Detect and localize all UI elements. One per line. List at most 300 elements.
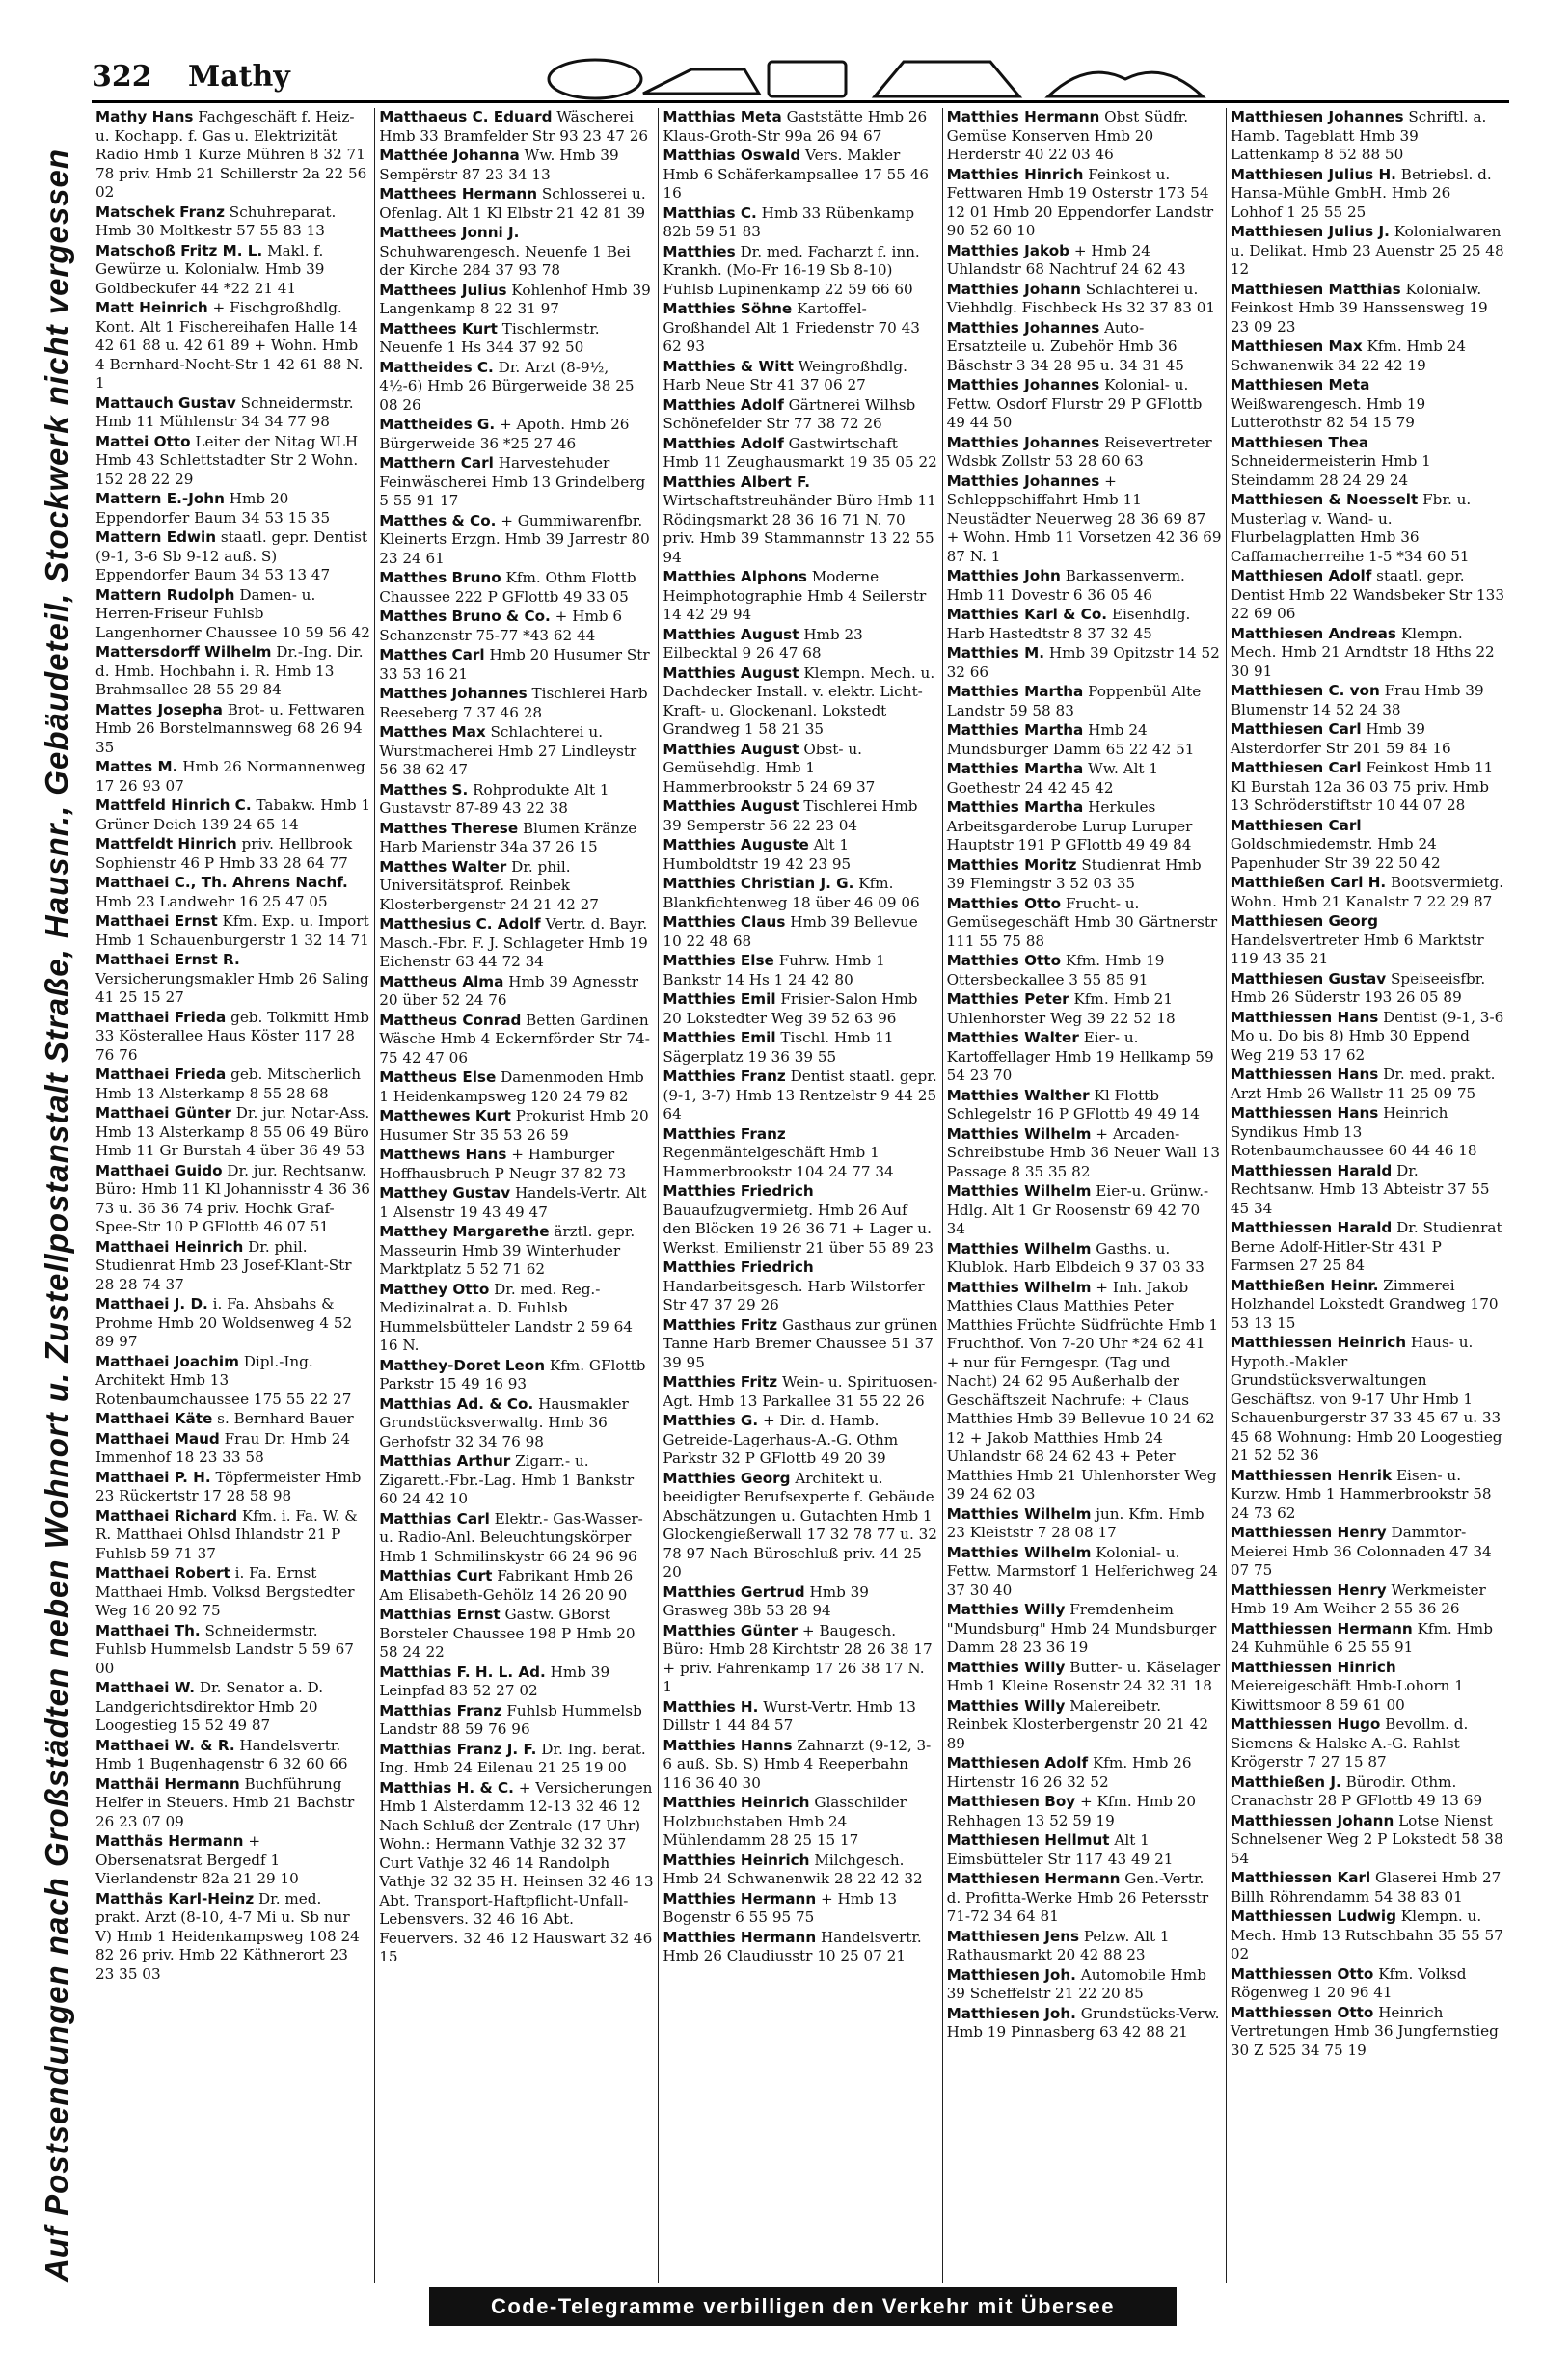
entry-name: Matthies Jakob xyxy=(946,241,1070,259)
directory-entry xyxy=(947,1182,1222,1239)
entry-details: + Dir. d. Hamb. Getreide-Lagerhaus-A.-G. Othm Parkstr 32 P GFlottb 49 20 39 xyxy=(663,1412,899,1467)
directory-entry xyxy=(379,1567,654,1605)
directory-entry xyxy=(1231,1162,1505,1219)
entry-details: Schuhreparat. Hmb 30 Moltkestr 57 55 83 13 xyxy=(95,203,337,239)
directory-entry xyxy=(663,1258,937,1315)
entry-name: Mattei Otto xyxy=(95,432,191,450)
entry-name: Matthies & Witt xyxy=(663,357,794,375)
entry-name: Matthes Carl xyxy=(379,646,485,663)
directory-entry xyxy=(379,858,654,915)
directory-entry xyxy=(1231,1219,1505,1276)
entry-name: Matthies Franz xyxy=(663,1068,786,1085)
directory-entry xyxy=(663,396,937,434)
directory-entry xyxy=(95,1775,370,1832)
entry-name: Matschek Franz xyxy=(95,203,225,221)
entry-details: Elektr.- Gas-Wasser- u. Radio-Anl. Beleuchtungskörper Hmb 1 Schmilinskystr 66 24 96 96 xyxy=(379,1509,643,1565)
directory-entry xyxy=(95,1622,370,1679)
entry-name: Matthaei Ernst R. xyxy=(95,951,240,968)
entry-details: i. Fa. Ernst Matthaei Hmb. Volksd Bergstedter Weg 16 20 92 75 xyxy=(95,1564,355,1619)
directory-entry xyxy=(1231,108,1505,165)
entry-name: Matthiessen Hans xyxy=(1230,1008,1379,1026)
directory-entry xyxy=(947,567,1222,605)
entry-details: Blumen Kränze Harb Marienstr 34a 37 26 15 xyxy=(379,819,637,855)
entry-name: Matthies Günter xyxy=(663,1621,799,1639)
entry-details: Klempn. Mech. u. Dachdecker Install. v. elektr. Licht- Kraft- u. Glockenanl. Lokstedt Grandweg 1 58 21 35 xyxy=(663,663,935,738)
entry-name: Matthies August xyxy=(663,798,799,815)
directory-entry xyxy=(379,1663,654,1701)
entry-name: Matthaei C., Th. Ahrens Nachf. xyxy=(95,874,348,891)
entry-details: Automobile Hmb 39 Scheffelstr 21 22 20 85 xyxy=(946,1965,1206,2002)
entry-name: Matthias Curt xyxy=(379,1567,493,1584)
directory-entry xyxy=(379,1146,654,1183)
entry-details: Gastw. GBorst Borsteler Chaussee 198 P Hmb 20 58 24 22 xyxy=(379,1606,636,1661)
entry-name: Matthaei Maud xyxy=(95,1429,220,1447)
entry-details: Bauaufzugvermietg. Hmb 26 Auf den Blöcken 19 26 36 71 + Lager u. Werkst. Emilienstr 21 über 55 89 23 xyxy=(663,1201,934,1257)
entry-details: Eisen- u. Kurzw. Hmb 1 Hammerbrookstr 58 24 73 62 xyxy=(1230,1466,1492,1522)
briefcase-icon xyxy=(875,62,1019,96)
directory-entry xyxy=(95,242,370,299)
directory-entry xyxy=(947,1279,1222,1504)
entry-name: Matthiessen Hinrich xyxy=(1230,1658,1396,1676)
entry-details: Gen.-Vertr. d. Profitta-Werke Hmb 26 Petersstr 71-72 34 64 81 xyxy=(946,1870,1209,1925)
entry-name: Matschoß Fritz M. L. xyxy=(95,241,263,259)
directory-entry xyxy=(379,723,654,780)
entry-details: Gärtnerei Wilhsb Schönefelder Str 77 38 72 26 xyxy=(663,395,916,432)
directory-entry xyxy=(663,1068,937,1124)
entry-name: Matthaei Guido xyxy=(95,1161,223,1179)
entry-name: Matthies G. xyxy=(663,1412,759,1429)
directory-entry xyxy=(947,1601,1222,1658)
directory-entry xyxy=(1231,1277,1505,1334)
directory-entry xyxy=(379,282,654,319)
entry-details: Frau Dr. Hmb 24 Immenhof 18 23 33 58 xyxy=(95,1429,351,1466)
entry-details: Hmb 33 Rübenkamp 82b 59 51 83 xyxy=(663,203,915,240)
directory-entry xyxy=(947,1659,1222,1696)
directory-entry xyxy=(95,1737,370,1774)
entry-details: Hmb 39 Leinpfad 83 52 27 02 xyxy=(379,1663,610,1699)
directory-entry xyxy=(947,1793,1222,1830)
entry-details: Weingroßhdlg. Harb Neue Str 41 37 06 27 xyxy=(663,357,907,393)
directory-entry xyxy=(95,433,370,490)
directory-entry xyxy=(95,1238,370,1295)
entry-name: Matthiesen Meta xyxy=(1230,376,1370,393)
directory-entry xyxy=(1231,567,1505,624)
directory-entry xyxy=(663,358,937,395)
entry-name: Matthaei Robert xyxy=(95,1564,230,1582)
entry-name: Matthies Emil xyxy=(663,1029,776,1046)
entry-name: Matthaei Käte xyxy=(95,1410,213,1427)
directory-entry xyxy=(663,741,937,798)
entry-details: Moderne Heimphotographie Hmb 4 Seilerstr 14 42 29 94 xyxy=(663,568,927,623)
directory-entry xyxy=(379,915,654,972)
entry-name: Matthiessen Henry xyxy=(1230,1581,1387,1599)
entry-name: Matthießen J. xyxy=(1230,1772,1341,1791)
entry-details: priv. Hellbrook Sophienstr 46 P Hmb 33 28 64 77 xyxy=(95,835,353,872)
entry-details: Fabrikant Hmb 26 Am Elisabeth-Gehölz 14 26 20 90 xyxy=(379,1567,634,1604)
entry-name: Matthiesen Julius H. xyxy=(1230,165,1396,183)
entry-name: Matthies Moritz xyxy=(946,855,1077,874)
entry-details: Feinkost Hmb 11 Kl Burstah 12a 36 03 75 priv. Hmb 13 Schröderstiftstr 10 44 07 28 xyxy=(1230,759,1494,814)
entry-details: Heinrich Syndikus Hmb 13 Rotenbaumchaussee 60 44 46 18 xyxy=(1230,1104,1477,1159)
entry-name: Matthiesen Matthias xyxy=(1230,280,1401,298)
entry-name: Matthiesen & Noesselt xyxy=(1230,491,1419,508)
entry-details: Kfm. Volksd Rögenweg 1 20 96 41 xyxy=(1230,1964,1467,2001)
entry-name: Matthern Carl xyxy=(379,454,494,472)
directory-entry xyxy=(1231,1716,1505,1772)
directory-entry xyxy=(95,1564,370,1621)
entry-name: Matthies Emil xyxy=(663,990,776,1008)
directory-entry xyxy=(663,1737,937,1794)
directory-entry xyxy=(1231,2004,1505,2061)
notebook-icon xyxy=(769,62,846,96)
entry-details: Dr. phil. Universitätsprof. Reinbek Klosterbergenstr 24 21 42 27 xyxy=(379,857,599,913)
entry-name: Matthies Otto xyxy=(946,952,1062,969)
entry-name: Matthiesen Georg xyxy=(1230,912,1379,930)
directory-entry xyxy=(947,319,1222,376)
directory-entry xyxy=(663,108,937,146)
directory-entry xyxy=(663,1316,937,1373)
entry-details: + Obersenatsrat Bergedf 1 Vierlandenstr 82a 21 29 10 xyxy=(95,1832,299,1887)
entry-details: Kfm. Hmb 26 Hirtenstr 16 26 32 52 xyxy=(946,1754,1192,1791)
entry-name: Matthies Claus xyxy=(663,913,786,931)
directory-entry xyxy=(1231,281,1505,338)
entry-name: Matthies Hermann xyxy=(946,108,1100,125)
entry-details: i. Fa. Ahsbahs & Prohme Hmb 20 Woldsenweg 4 52 89 97 xyxy=(95,1295,353,1350)
entry-name: Matthes S. xyxy=(379,780,469,798)
entry-details: s. Bernhard Bauer xyxy=(217,1410,354,1427)
entry-details: geb. Mitscherlich Hmb 13 Alsterkamp 8 55 28 68 xyxy=(95,1066,362,1102)
entry-details: Dr. jur. Rechtsanw. Büro: Hmb 11 Kl Johannisstr 4 36 36 73 u. 36 36 74 priv. Hochk Graf-Spee-Str 10 P GFlottb 46 07 51 xyxy=(95,1161,370,1235)
directory-entry xyxy=(379,781,654,819)
entry-name: Matthies Walter xyxy=(946,1029,1079,1046)
directory-entry xyxy=(947,1029,1222,1086)
directory-entry xyxy=(663,1182,937,1258)
entry-details: Wurst-Vertr. Hmb 13 Dillstr 1 44 84 57 xyxy=(663,1697,916,1734)
directory-entry xyxy=(663,836,937,874)
entry-name: Matthews Hans xyxy=(379,1146,507,1163)
entry-details: Obst Südfr. Gemüse Konserven Hmb 20 Herderstr 40 22 03 46 xyxy=(946,108,1189,163)
directory-entry xyxy=(379,108,654,146)
entry-details: Barkassenverm. Hmb 11 Dovestr 6 36 05 46 xyxy=(946,567,1185,604)
stationery-icon xyxy=(643,69,759,94)
entry-name: Matthiessen Johann xyxy=(1230,1811,1394,1829)
entry-name: Matthes Bruno xyxy=(379,569,501,586)
directory-entry xyxy=(1231,1620,1505,1658)
entry-details: Dentist (9-1, 3-6 Mo u. Do bis 8) Hmb 30 Eppend Weg 219 53 17 62 xyxy=(1230,1008,1504,1064)
entry-details: Grundstücks-Verw. Hmb 19 Pinnasberg 63 42 88 21 xyxy=(946,2004,1220,2041)
directory-entry xyxy=(1231,1582,1505,1619)
entry-name: Matthies Hermann xyxy=(663,1889,817,1907)
directory-entry xyxy=(663,1794,937,1851)
entry-details: Hmb 39 Bellevue 10 22 48 68 xyxy=(663,913,918,950)
directory-entry xyxy=(663,1583,937,1621)
entry-name: Matthias Meta xyxy=(663,108,782,125)
directory-entry xyxy=(663,204,937,242)
directory-entry xyxy=(1231,759,1505,816)
page-number: 322 xyxy=(92,60,152,94)
entry-details: Wäscherei Hmb 33 Bramfelder Str 93 23 47 26 xyxy=(379,108,649,145)
entry-details: Hmb 39 Grasweg 38b 53 28 94 xyxy=(663,1582,869,1619)
entry-details: Buchführung Helfer in Steuers. Hmb 21 Bachstr 26 23 07 09 xyxy=(95,1774,355,1830)
entry-details: Dr. Ing. berat. Ing. Hmb 24 Eilenau 21 25 19 00 xyxy=(379,1740,646,1776)
directory-entry xyxy=(947,166,1222,241)
entry-details: Obst- u. Gemüsehdlg. Hmb 1 Hammerbrookstr 5 24 69 37 xyxy=(663,740,876,796)
directory-entry xyxy=(379,1702,654,1740)
directory-entry xyxy=(379,569,654,607)
entry-details: Pelzw. Alt 1 Rathausmarkt 20 42 88 23 xyxy=(946,1927,1170,1963)
entry-details: Wein- u. Spirituosen-Agt. Hmb 13 Parkallee 31 55 22 26 xyxy=(663,1373,938,1410)
entry-details: Haus- u. Hypoth.-Makler Grundstücksverwaltungen Geschäftsz. von 9-17 Uhr Hmb 1 Schauenburgerstr 37 33 45 67 u. 33 45 68 Wohnung: Hmb 20 Loogestieg 21 52 52 36 xyxy=(1230,1334,1502,1464)
entry-name: Matthiesen Julius J. xyxy=(1230,223,1390,240)
entry-details: Damenmoden Hmb 1 Heidenkampsweg 120 24 79 82 xyxy=(379,1068,644,1105)
entry-details: Glasschilder Holzbuchstaben Hmb 24 Mühlendamm 28 25 15 17 xyxy=(663,1794,907,1849)
column-1 xyxy=(92,108,374,2283)
entry-details: Handarbeitsgesch. Harb Wilstorfer Str 47 37 29 26 xyxy=(663,1277,925,1313)
entry-details: + Fischgroßhdlg. Kont. Alt 1 Fischereihafen Halle 14 42 61 88 u. 42 61 89 + Wohn. Hmb 4 Bernhard-Nocht-Str 1 42 61 88 N. 1 xyxy=(95,299,364,392)
directory-entry xyxy=(1231,166,1505,223)
entry-name: Matthey-Doret Leon xyxy=(379,1356,546,1374)
directory-entry xyxy=(379,359,654,416)
entry-name: Matthiessen Hans xyxy=(1230,1104,1379,1122)
entry-details: Regenmäntelgeschäft Hmb 1 Hammerbrookstr 104 24 77 34 xyxy=(663,1144,894,1180)
directory-entry xyxy=(95,758,370,796)
entry-name: Mattheus Else xyxy=(379,1068,497,1086)
directory-entry xyxy=(95,643,370,700)
entry-details: Goldschmiedemstr. Hmb 24 Papenhuder Str 39 22 50 42 xyxy=(1230,835,1441,872)
entry-name: Matthiesen Andreas xyxy=(1230,624,1396,642)
header-rule xyxy=(92,100,1509,103)
entry-details: Heinrich Vertretungen Hmb 36 Jungfernstieg 30 Z 525 34 75 19 xyxy=(1230,2003,1499,2059)
directory-entry xyxy=(947,1697,1222,1754)
entry-details: Weißwarengesch. Hmb 19 Lutterothstr 82 54 15 79 xyxy=(1230,394,1426,431)
entry-details: Schlachterei u. Viehhdlg. Fischbeck Hs 32 37 83 01 xyxy=(946,280,1216,316)
entry-name: Matthiesen Gustav xyxy=(1230,969,1387,987)
entry-details: Kolonial- u. Fettw. Osdorf Flurstr 29 P GFlottb 49 44 50 xyxy=(946,376,1203,431)
entry-name: Matthees Julius xyxy=(379,281,507,299)
entry-details: Leiter der Nitag WLH Hmb 43 Schlettstadter Str 2 Wohn. 152 28 22 29 xyxy=(95,432,359,488)
entry-details: Kl Flottb Schlegelstr 16 P GFlottb 49 49 14 xyxy=(946,1086,1200,1122)
entry-details: Makl. f. Gewürze u. Kolonialw. Hmb 39 Goldbeckufer 44 *22 21 41 xyxy=(95,241,325,297)
directory-entry xyxy=(1231,1965,1505,2003)
entry-details: + Gummiwarenfbr. Kleinerts Erzgn. Hmb 39 Jarrestr 80 23 24 61 xyxy=(379,511,650,567)
entry-details: Schneidermstr. Fuhlsb Hummelsb Landstr 5 59 67 00 xyxy=(95,1621,354,1677)
entry-details: Frisier-Salon Hmb 20 Lokstedter Weg 39 52 63 96 xyxy=(663,990,918,1027)
entry-name: Matthias C. xyxy=(663,203,757,222)
entry-name: Matthes Johannes xyxy=(379,685,528,702)
entry-name: Matthaei W. & R. xyxy=(95,1736,235,1754)
entry-name: Mattfeld Hinrich C. xyxy=(95,797,252,814)
column-4 xyxy=(942,108,1226,2283)
entry-details: Hmb 23 Eilbecktal 9 26 47 68 xyxy=(663,625,863,662)
entry-details: Dr. phil. Studienrat Hmb 23 Josef-Klant-Str 28 28 74 37 xyxy=(95,1237,352,1293)
directory-entry xyxy=(663,1622,937,1697)
entry-details: Zimmerei Holzhandel Lokstedt Grandweg 170 53 13 15 xyxy=(1230,1276,1499,1332)
entry-details: + Hmb 6 Schanzenstr 75-77 *43 62 44 xyxy=(379,608,623,644)
entry-name: Matthies Friedrich xyxy=(663,1258,814,1276)
entry-details: Dentist staatl. gepr. (9-1, 3-7) Hmb 13 Rentzelstr 9 44 25 64 xyxy=(663,1068,937,1122)
entry-name: Matthies Johann xyxy=(946,280,1081,298)
margin-slogan: Auf Postsendungen nach Großstädten neben Wohnort u. Zustellpostanstalt Straße, Hausnr., Gebäudeteil, Stockwerk nicht vergessen xyxy=(39,148,74,2283)
entry-details: Dr. med. prakt. Arzt (8-10, 4-7 Mi u. Sb nur V) Hmb 1 Heidenkampsweg 108 24 82 26 priv. Hmb 22 Käthnerort 23 23 35 03 xyxy=(95,1889,360,1983)
directory-entry xyxy=(947,434,1222,472)
entry-name: Matthies Wilhelm xyxy=(946,1504,1092,1523)
directory-entry xyxy=(95,912,370,950)
entry-details: Architekt u. beeidigter Berufsexperte f. Gebäude Abschätzungen u. Gutachten Hmb 1 Glockengießerwall 17 32 78 77 u. 32 78 97 Nach Büroschluß priv. 44 25 20 xyxy=(663,1469,937,1581)
entry-details: Bürodir. Othm. Cranachstr 28 P GFlottb 49 13 69 xyxy=(1230,1772,1483,1809)
entry-details: + Hmb 24 Uhlandstr 68 Nachtruf 24 62 43 xyxy=(946,241,1186,278)
directory-entry xyxy=(379,646,654,684)
entry-name: Matthies Friedrich xyxy=(663,1182,814,1200)
entry-details: Eisenhdlg. Harb Hastedtstr 8 37 32 45 xyxy=(946,606,1191,642)
directory-entry xyxy=(379,1395,654,1452)
directory-entry xyxy=(947,798,1222,855)
directory-entry xyxy=(663,1929,937,1966)
entry-details: Hmb 20 Husumer Str 33 53 16 21 xyxy=(379,646,650,683)
directory-entry xyxy=(1231,1009,1505,1066)
entry-name: Mattfeldt Hinrich xyxy=(95,835,237,852)
directory-entry xyxy=(947,2005,1222,2042)
directory-entry xyxy=(379,685,654,722)
entry-name: Mattheus Alma xyxy=(379,972,504,990)
entry-details: Dr. Arzt (8-9½, 4½-6) Hmb 26 Bürgerweide 38 25 08 26 xyxy=(379,358,635,414)
directory-entry xyxy=(379,185,654,223)
entry-name: Matthiesen Joh. xyxy=(946,2004,1076,2022)
entry-name: Matthies Otto xyxy=(946,894,1062,912)
directory-entry xyxy=(95,394,370,432)
entry-details: Kfm. Hmb 21 Uhlenhorster Weg 39 22 52 18 xyxy=(946,990,1176,1027)
entry-details: Alt 1 Humboldtstr 19 42 23 95 xyxy=(663,836,852,873)
entry-name: Matthies Walther xyxy=(946,1086,1090,1104)
directory-entry xyxy=(379,512,654,569)
directory-entry xyxy=(947,242,1222,280)
entry-name: Matthey Margarethe xyxy=(379,1223,550,1240)
directory-entry xyxy=(95,835,370,873)
entry-name: Matthäs Hermann xyxy=(95,1832,244,1850)
directory-entry xyxy=(663,568,937,625)
directory-entry xyxy=(947,1831,1222,1869)
directory-entry xyxy=(95,1066,370,1103)
entry-name: Matthies Martha xyxy=(946,760,1084,777)
directory-entry xyxy=(663,1412,937,1469)
entry-name: Matthiesen Hellmut xyxy=(946,1831,1110,1849)
directory-entry xyxy=(663,626,937,663)
entry-details: Lotse Nienst Schnelsener Weg 2 P Lokstedt 58 38 54 xyxy=(1230,1811,1503,1867)
directory-entry xyxy=(947,1966,1222,2004)
entry-name: Matthäi Hermann xyxy=(95,1774,240,1793)
entry-details: Dammtor-Meierei Hmb 36 Colonnaden 47 34 07 75 xyxy=(1230,1524,1492,1579)
entry-name: Matthies Heinrich xyxy=(663,1794,810,1811)
entry-name: Matthias Ernst xyxy=(379,1606,501,1623)
entry-name: Matthiesen Carl xyxy=(1230,720,1362,738)
entry-details: Dr. Studienrat Berne Adolf-Hitler-Str 431 P Farmsen 27 25 84 xyxy=(1230,1219,1502,1274)
directory-entry xyxy=(947,1544,1222,1601)
entry-name: Matthiesen Joh. xyxy=(946,1965,1076,1984)
entry-details: staatl. gepr. Dentist (9-1, 3-6 Sb 9-12 auß. S) Eppendorfer Baum 34 53 13 47 xyxy=(95,528,368,583)
entry-details: Harvestehuder Feinwäscherei Hmb 13 Grindelberg 5 55 91 17 xyxy=(379,454,646,509)
entry-details: Hmb 39 Opitzstr 14 52 32 66 xyxy=(946,644,1220,681)
entry-name: Mathy Hans xyxy=(95,108,194,125)
entry-details: ärztl. gepr. Masseurin Hmb 39 Winterhuder Marktplatz 5 52 71 62 xyxy=(379,1223,636,1278)
entry-name: Matthes Therese xyxy=(379,819,519,837)
entry-details: + Hmb 13 Bogenstr 6 55 95 75 xyxy=(663,1889,898,1926)
entry-name: Matthiesen Carl xyxy=(1230,759,1362,776)
entry-details: + Inh. Jakob Matthies Claus Matthies Peter Matthies Früchte Südfrüchte Hmb 1 Fruchthof. Von 7-20 Uhr *24 62 41 + nur für Ferngespr. (Tag und Nacht) 24 62 95 Außerhalb der Geschäftszeit Nachrufe: + Claus Matthies Hmb 39 Bellevue 10 24 62 12 + Jakob Matthies Hmb 24 Uhlandstr 68 24 62 43 + Peter Matthies Hmb 21 Uhlenhorster Weg 39 24 62 03 xyxy=(946,1278,1219,1502)
directory-entry xyxy=(95,1469,370,1506)
entry-details: Klempn. Mech. Hmb 21 Arndtstr 18 Hths 22 30 91 xyxy=(1230,624,1495,680)
open-book-icon xyxy=(1048,72,1203,96)
directory-entry xyxy=(1231,1659,1505,1716)
directory-entry xyxy=(663,1852,937,1889)
directory-entry xyxy=(1231,1467,1505,1524)
entry-name: Matthewes Kurt xyxy=(379,1107,511,1124)
entry-details: jun. Kfm. Hmb 23 Kleiststr 7 28 08 17 xyxy=(946,1504,1205,1541)
entry-name: Matthies Johannes xyxy=(946,376,1100,393)
entry-details: Butter- u. Käselager Hmb 1 Kleine Rosenstr 24 32 31 18 xyxy=(946,1658,1221,1694)
entry-name: Matthies Johannes xyxy=(946,472,1100,490)
directory-entry xyxy=(95,1410,370,1429)
entry-name: Mattheus Conrad xyxy=(379,1011,522,1029)
entry-name: Matthaei P. H. xyxy=(95,1468,211,1486)
entry-details: Hmb 20 Eppendorfer Baum 34 53 15 35 xyxy=(95,490,331,527)
directory-entry xyxy=(1231,1524,1505,1581)
entry-details: Feinkost u. Fettwaren Hmb 19 Osterstr 173 54 12 01 Hmb 20 Eppendorfer Landstr 90 52 60 10 xyxy=(946,165,1214,239)
entry-name: Matthies Wilhelm xyxy=(946,1278,1092,1296)
entry-name: Matthies Martha xyxy=(946,798,1084,816)
entry-name: Matthies Wilhelm xyxy=(946,1239,1092,1258)
entry-details: Kolonial- u. Fettw. Marmstorf 1 Helferichweg 24 37 30 40 xyxy=(946,1543,1218,1599)
directory-columns xyxy=(92,108,1509,2283)
directory-entry xyxy=(379,1107,654,1145)
entry-name: Matthaei Frieda xyxy=(95,1066,227,1083)
entry-name: Matt Heinrich xyxy=(95,299,208,316)
entry-name: Matthaei Heinrich xyxy=(95,1237,244,1256)
directory-entry xyxy=(947,1870,1222,1927)
directory-entry xyxy=(379,1606,654,1663)
entry-details: Hmb 26 Normannenweg 17 26 93 07 xyxy=(95,758,365,795)
directory-entry xyxy=(1231,1104,1505,1161)
entry-name: Matthiessen Otto xyxy=(1230,2003,1374,2021)
entry-details: + Arcaden-Schreibstube Hmb 36 Neuer Wall 13 Passage 8 35 35 82 xyxy=(946,1124,1221,1180)
entry-name: Matthiesen Carl xyxy=(1230,816,1362,834)
entry-details: Handelsvertreter Hmb 6 Marktstr 119 43 35 21 xyxy=(1230,931,1484,967)
entry-details: Dr. med. Reg.-Medizinalrat a. D. Fuhlsb Hummelsbütteler Landstr 2 59 64 16 N. xyxy=(379,1280,633,1354)
entry-details: Reisevertreter Wdsbk Zollstr 53 28 60 63 xyxy=(946,433,1212,470)
directory-entry xyxy=(95,1353,370,1410)
directory-entry xyxy=(1231,223,1505,280)
entry-details: Gasths. u. Klublok. Harb Elbdeich 9 37 03 33 xyxy=(946,1239,1205,1276)
entry-name: Matthes & Co. xyxy=(379,511,497,529)
directory-entry xyxy=(95,299,370,393)
entry-name: Matthiessen Hans xyxy=(1230,1066,1379,1083)
entry-details: Gastwirtschaft Hmb 11 Zeughausmarkt 19 35 05 22 xyxy=(663,434,937,471)
entry-details: geb. Tolkmitt Hmb 33 Kösterallee Haus Köster 117 28 76 76 xyxy=(95,1008,369,1064)
entry-name: Mattersdorff Wilhelm xyxy=(95,643,272,661)
entry-details: Betriebsl. d. Hansa-Mühle GmbH. Hmb 26 Lohhof 1 25 55 25 xyxy=(1230,165,1492,221)
entry-details: Kolonialwaren u. Delikat. Hmb 23 Auenstr 25 25 48 12 xyxy=(1230,223,1504,278)
directory-entry xyxy=(95,528,370,585)
directory-entry xyxy=(379,1012,654,1068)
directory-entry xyxy=(95,1890,370,1985)
entry-name: Matthias H. & C. xyxy=(379,1778,514,1797)
directory-entry xyxy=(95,1162,370,1237)
entry-name: Matthiessen Heinrich xyxy=(1230,1334,1407,1351)
entry-details: Zahnarzt (9-12, 3-6 auß. Sb. S) Hmb 4 Reeperbahn 116 36 40 30 xyxy=(663,1736,932,1792)
entry-name: Matthiesen Thea xyxy=(1230,433,1369,451)
entry-details: Kartoffel-Großhandel Alt 1 Friedenstr 70 43 62 93 xyxy=(663,300,920,355)
directory-entry xyxy=(95,1009,370,1066)
column-5 xyxy=(1226,108,1509,2283)
entry-name: Matthäs Karl-Heinz xyxy=(95,1889,255,1907)
